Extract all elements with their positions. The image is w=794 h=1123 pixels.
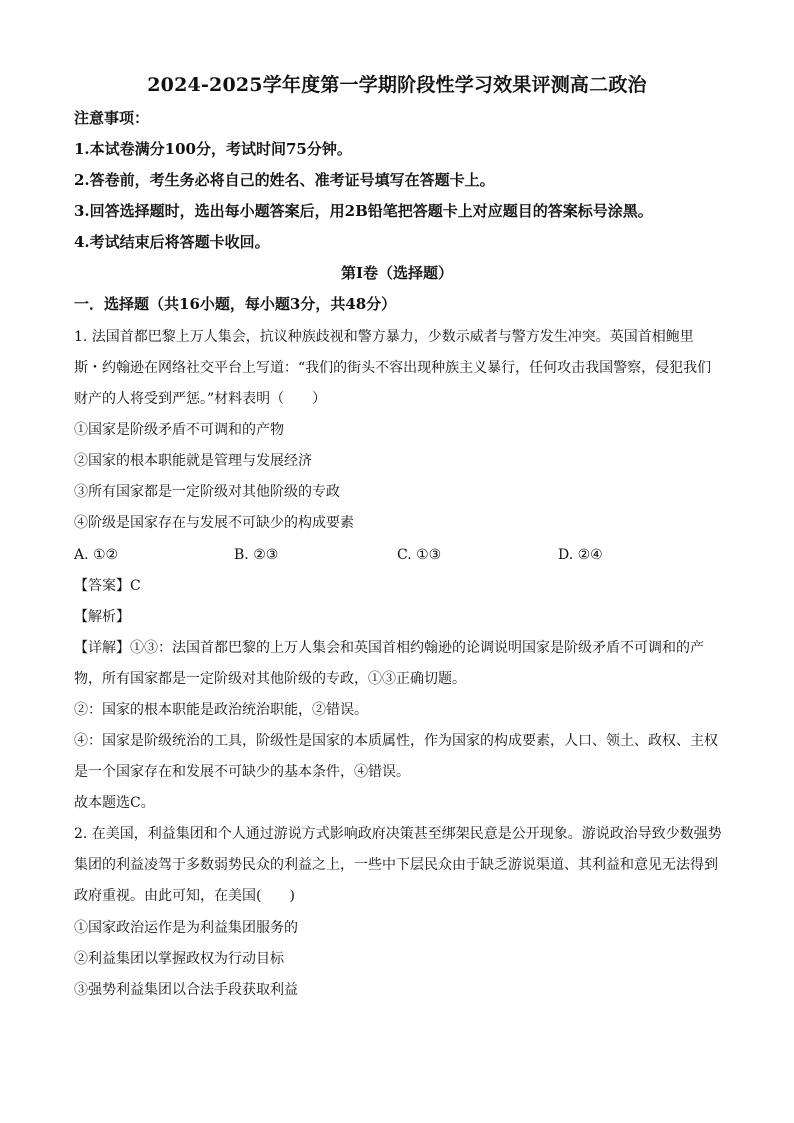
question-2-stem: 政府重视。由此可知，在美国( ) — [74, 888, 295, 904]
question-2-stem: 2. 在美国，利益集团和个人通过游说方式影响政府决策甚至绑架民意是公开现象。游说政治导致少数强势 — [74, 826, 722, 842]
question-1-statement: ①国家是阶级矛盾不可调和的产物 — [74, 422, 284, 438]
option-a: A. ①② — [74, 547, 119, 563]
question-1-stem: 1. 法国首都巴黎上万人集会，抗议种族歧视和警方暴力，少数示威者与警方发生冲突。英国首相鲍里 — [74, 329, 694, 345]
question-1-statement: ④阶级是国家存在与发展不可缺少的构成要素 — [74, 515, 354, 531]
analysis-line: ②：国家的根本职能是政治统治职能，②错误。 — [74, 702, 368, 718]
notice-item: 3.回答选择题时，选出每小题答案后，用2B铅笔把答题卡上对应题目的答案标号涂黑。 — [74, 202, 653, 220]
question-2-statement: ①国家政治运作是为利益集团服务的 — [74, 920, 298, 936]
notice-item: 1.本试卷满分100分，考试时间75分钟。 — [74, 140, 352, 158]
question-1-stem: 财产的人将受到严惩。”材料表明（ ） — [74, 391, 327, 407]
analysis-line: 【详解】①③：法国首都巴黎的上万人集会和英国首相约翰逊的论调说明国家是阶级矛盾不可调和的产 — [74, 640, 704, 656]
answer: 【答案】C — [74, 578, 141, 594]
question-2-statement: ③强势利益集团以合法手段获取利益 — [74, 982, 298, 998]
question-1-stem: 斯・约翰逊在网络社交平台上写道：“我们的街头不容出现种族主义暴行，任何攻击我国警察，侵犯我们 — [74, 360, 712, 376]
question-2-stem: 集团的利益凌驾于多数弱势民众的利益之上，一些中下层民众由于缺乏游说渠道、其利益和意见无法得到 — [74, 857, 718, 873]
analysis-line: 物，所有国家都是一定阶级对其他阶级的专政，①③正确切题。 — [74, 671, 466, 687]
option-b: B. ②③ — [234, 547, 279, 563]
question-2-statement: ②利益集团以掌握政权为行动目标 — [74, 951, 284, 967]
exam-title: 2024-2025学年度第一学期阶段性学习效果评测高二政治 — [147, 74, 647, 96]
notice-heading: 注意事项： — [74, 109, 150, 127]
option-c: C. ①③ — [397, 547, 442, 563]
section-title: 第Ⅰ卷（选择题） — [340, 264, 454, 282]
analysis-line: 故本题选C。 — [74, 795, 155, 811]
option-d: D. ②④ — [558, 547, 603, 563]
analysis-line: ④：国家是阶级统治的工具，阶级性是国家的本质属性，作为国家的构成要素，人口、领土、政权、主权 — [74, 733, 718, 749]
question-1-statement: ③所有国家都是一定阶级对其他阶级的专政 — [74, 484, 340, 500]
analysis-line: 是一个国家存在和发展不可缺少的基本条件，④错误。 — [74, 764, 410, 780]
part-heading: 一．选择题（共16小题，每小题3分，共48分） — [74, 295, 397, 313]
question-1-options — [74, 545, 734, 565]
question-1-statement: ②国家的根本职能就是管理与发展经济 — [74, 453, 312, 469]
analysis-heading: 【解析】 — [74, 609, 130, 625]
notice-item: 4.考试结束后将答题卡收回。 — [74, 233, 270, 251]
notice-item: 2.答卷前，考生务必将自己的姓名、准考证号填写在答题卡上。 — [74, 171, 495, 189]
